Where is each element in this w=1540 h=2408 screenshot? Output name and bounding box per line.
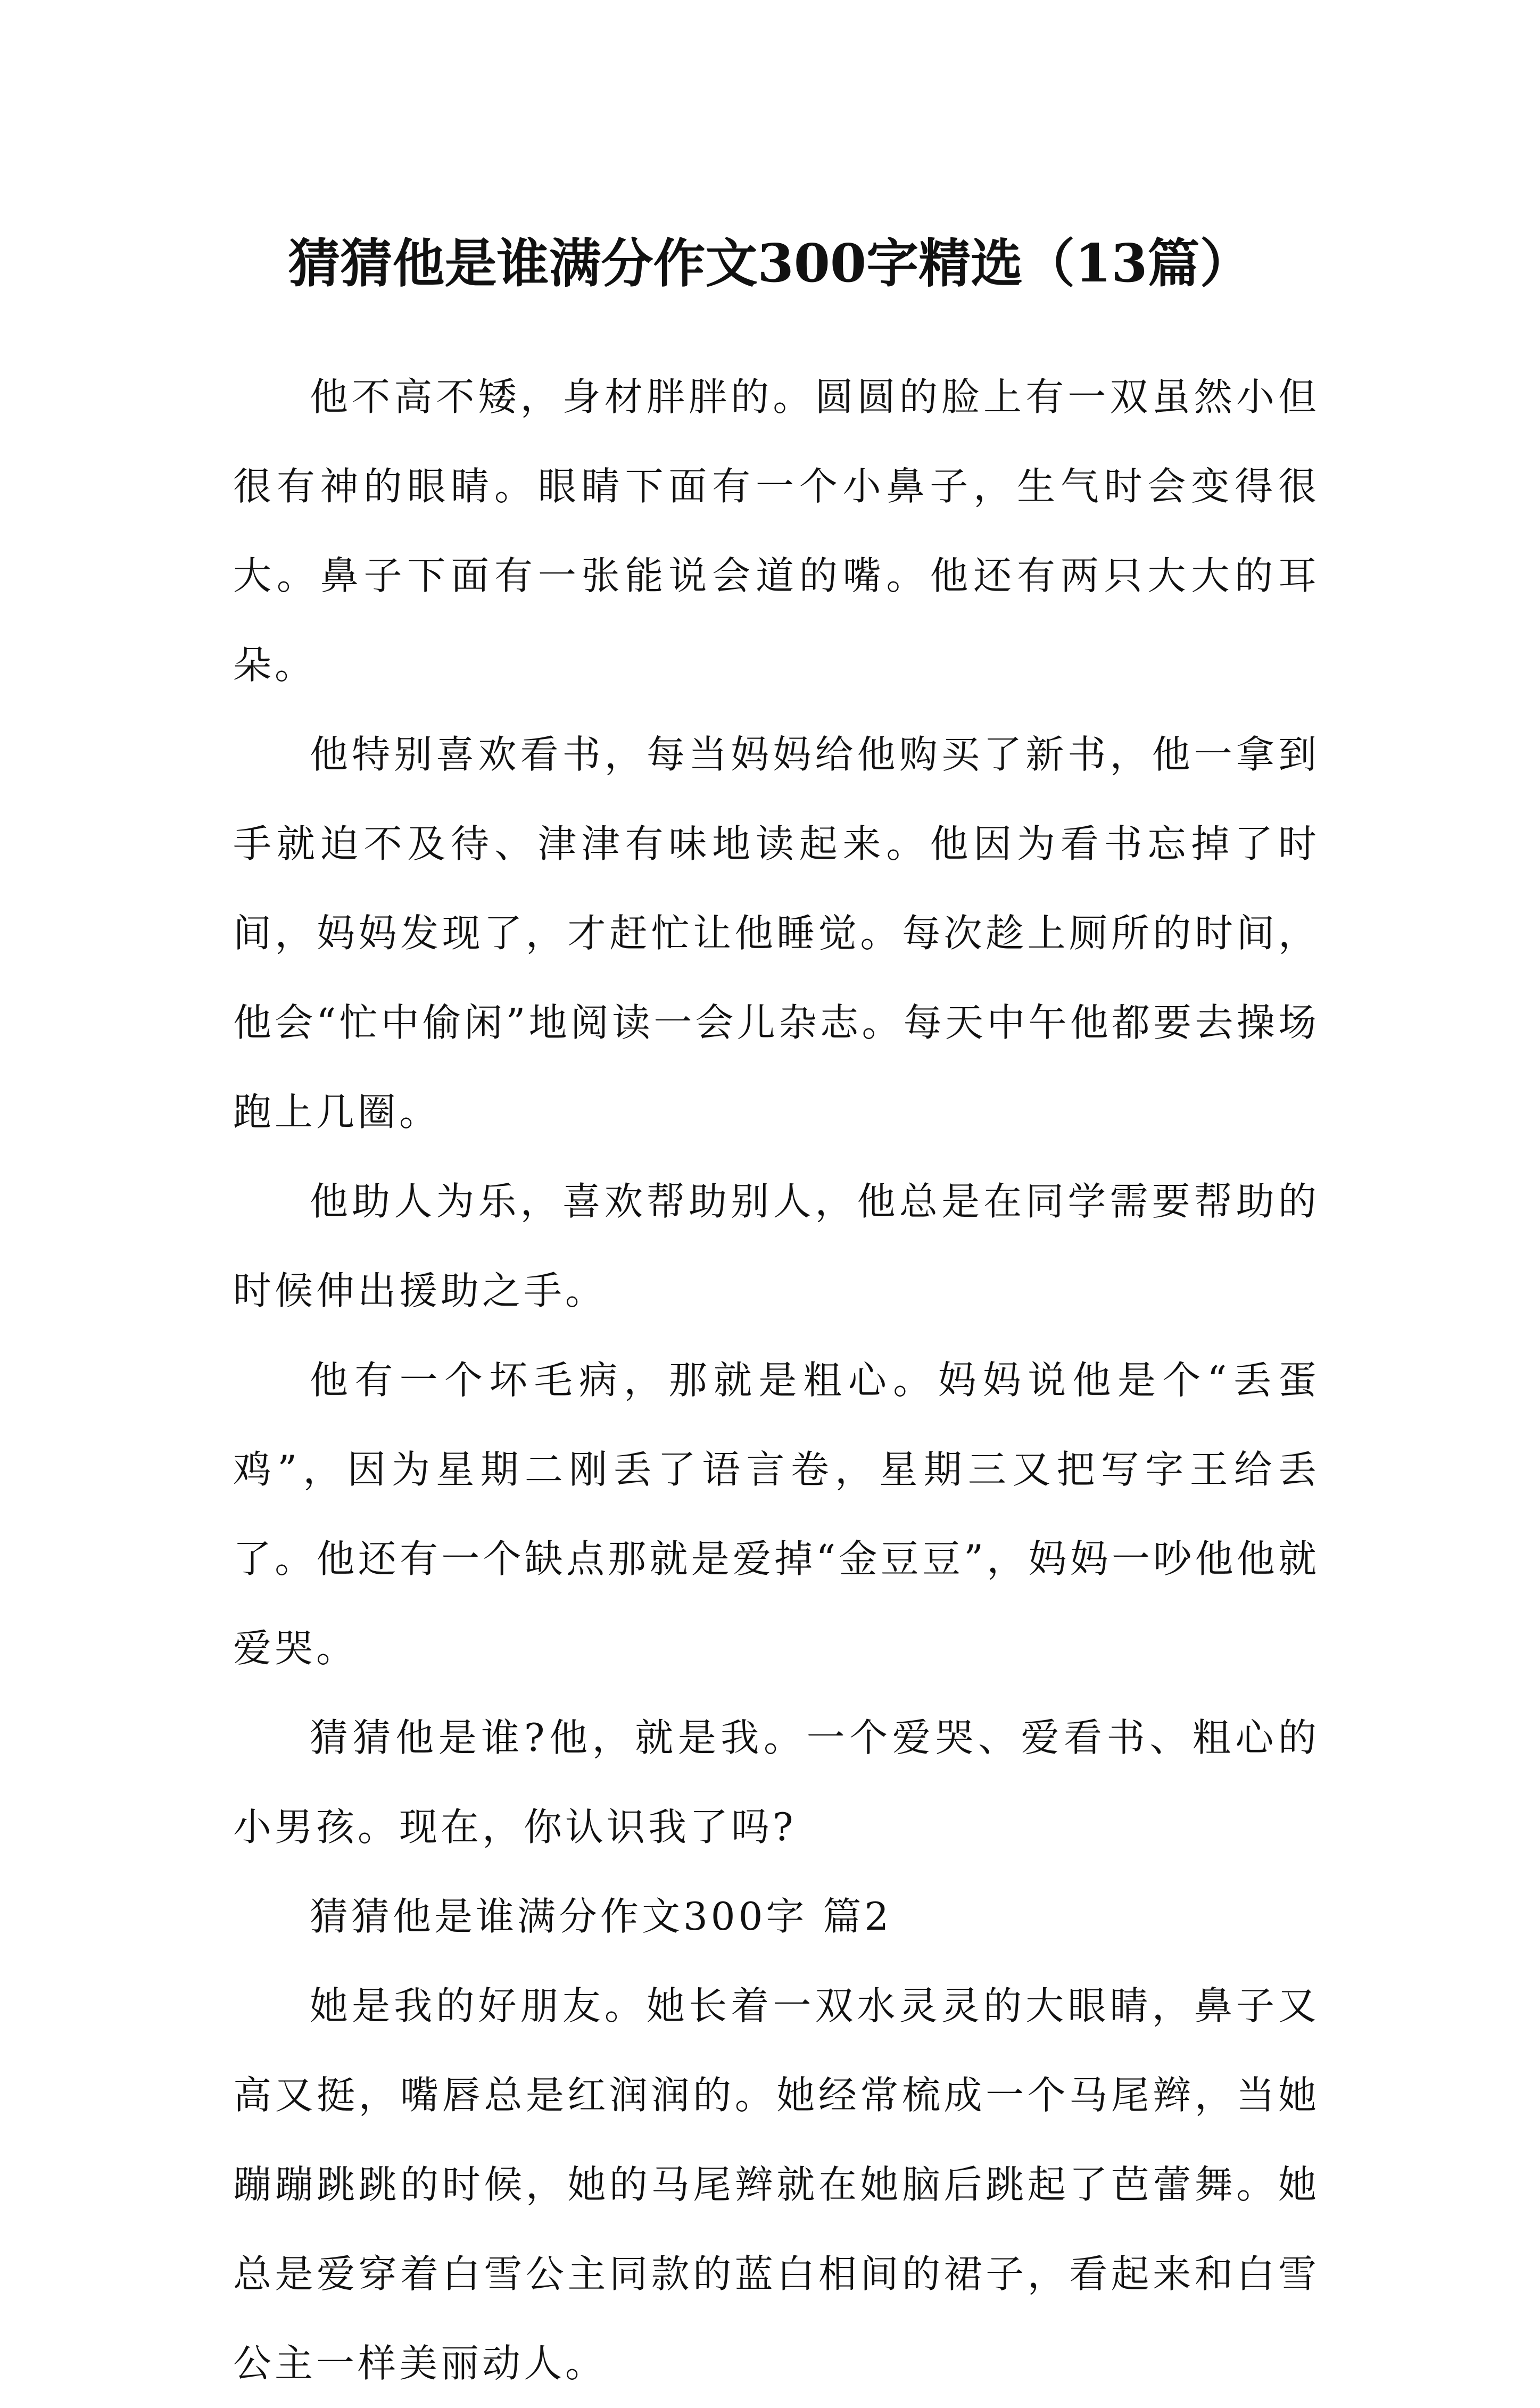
section-heading: 猜猜他是谁满分作文300字 篇2: [310, 1894, 892, 1939]
paragraph: 猜猜他是谁?他，就是我。一个爱哭、爱看书、粗心的小男孩。现在，你认识我了吗?: [233, 1715, 1320, 1849]
paragraph: 他不高不矮，身材胖胖的。圆圆的脸上有一双虽然小但很有神的眼睛。眼睛下面有一个小鼻子，生气时会变得很大。鼻子下面有一张能说会道的嘴。他还有两只大大的耳朵。: [233, 375, 1320, 687]
paragraph: 他助人为乐，喜欢帮助别人，他总是在同学需要帮助的时候伸出援助之手。: [233, 1179, 1320, 1313]
document-title: 猜猜他是谁满分作文300字精选（13篇）: [288, 233, 1252, 294]
paragraph: 她是我的好朋友。她长着一双水灵灵的大眼睛，鼻子又高又挺，嘴唇总是红润润的。她经常梳成一个马尾辫，当她蹦蹦跳跳的时候，她的马尾辫就在她脑后跳起了芭蕾舞。她总是爱穿着白雪公主同款的蓝白相间的裙子，看起来和白雪公主一样美丽动人。: [233, 1983, 1320, 2386]
paragraph: 他特别喜欢看书，每当妈妈给他购买了新书，他一拿到手就迫不及待、津津有味地读起来。他因为看书忘掉了时间，妈妈发现了，才赶忙让他睡觉。每次趁上厕所的时间，他会“忙中偷闲”地阅读一会儿杂志。每天中午他都要去操场跑上几圈。: [233, 732, 1320, 1134]
document-body: [233, 352, 1320, 2408]
paragraph: 他有一个坏毛病，那就是粗心。妈妈说他是个“丢蛋鸡”，因为星期二刚丢了语言卷，星期三又把写字王给丢了。他还有一个缺点那就是爱掉“金豆豆”，妈妈一吵他他就爱哭。: [233, 1358, 1320, 1671]
